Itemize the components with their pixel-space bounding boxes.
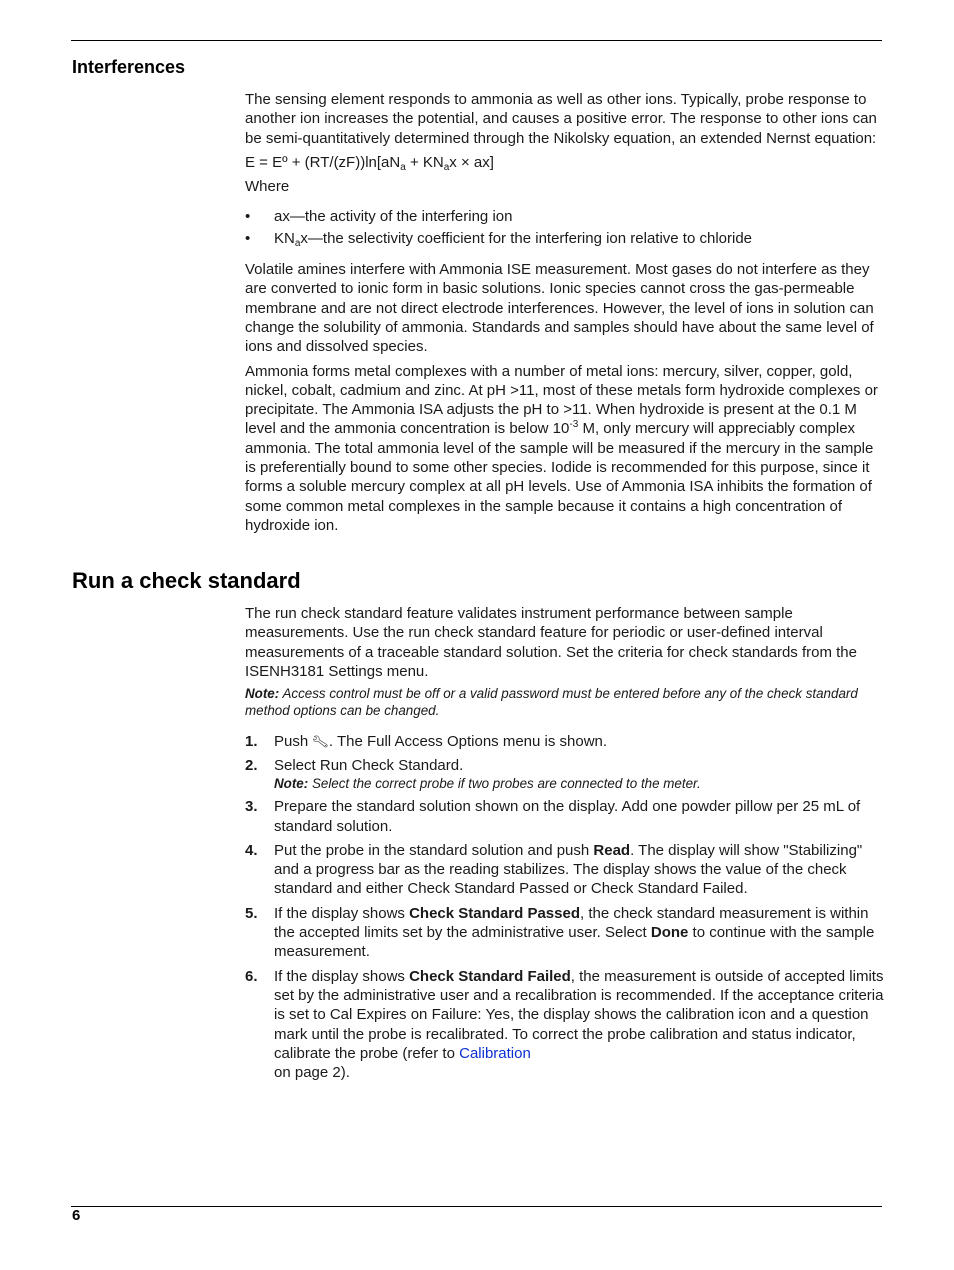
check-standard-intro: The run check standard feature validates instrument performance between sample measurements. Use the run check standard feature for periodic or user-defined interval measurements of a traceable standard solution. Set the criteria for check standards from the ISENH3181 Settings menu. — [245, 605, 857, 680]
procedure-steps — [245, 732, 885, 1082]
header-rule — [71, 40, 882, 41]
variable-list — [245, 207, 885, 248]
probe-note: Note: Select the correct probe if two probes are connected to the meter. — [274, 775, 701, 791]
volatile-amines-paragraph: Volatile amines interfere with Ammonia ISE measurement. Most gases do not interfere as they are converted to ionic form in basic solutions. Ionic species cannot cross the gas-permeable membrane and are not direct electrode interferences. However, the level of ions in solution can change the solubility of ammonia. Standards and samples should have about the same level of ions and dissolved species. — [245, 261, 874, 356]
check-standard-section — [245, 604, 885, 1087]
bullet-icon: • — [245, 208, 251, 226]
where-label: Where — [245, 178, 290, 196]
footer-rule — [71, 1206, 882, 1207]
list-item: • $KN_ax—the$ selectivity coefficient for the interfering ion relative to chloride — [245, 229, 753, 249]
step-item: 3. Prepare the standard solution shown on the display. Add one powder pillow per 25 mL of standard solution. — [245, 798, 861, 835]
wrench-icon: 🔧︎ — [311, 732, 331, 751]
interferences-heading: Interferences — [72, 57, 186, 77]
interferences-section — [245, 90, 885, 540]
page-number: 6 — [72, 1207, 81, 1224]
step-item: 5. If the display shows Check Standard Passed, the check standard measurement is within the accepted limits set by the administrative user. Select Done to continue with the sample measurement. — [245, 904, 875, 961]
access-note: Note: Access control must be off or a valid password must be entered before any of the check standard method options can be changed. — [245, 686, 858, 718]
interferences-intro: The sensing element responds to ammonia as well as other ions. Typically, probe response to another ion increases the potential, and causes a positive error. The response to other ions can be semi-quantitatively determined through the Nikolsky equation, an extended Nernst equation: — [245, 91, 877, 147]
step-item: 2. Select Run Check Standard. Note: Select the correct probe if two probes are connected to the meter. — [245, 756, 885, 792]
step-item: 1. Push 🔧︎. The Full Access Options menu is shown. — [245, 732, 885, 751]
metal-complexes-paragraph: Ammonia forms metal complexes with a number of metal ions: mercury, silver, copper, gold, nickel, cobalt, cadmium and zinc. At pH >11, most of these metals form hydroxide complexes or precipitate. The Ammonia ISA adjusts the pH to >11. When hydroxide is present at the 0.1 M level and the ammonia concentration is below $10^{-3}$ M, only mercury will appreciably complex ammonia. The total ammonia level of the sample will be measured if the mercury in the sample is preferentially bound to some other species. Iodide is recommended for this purpose, since it forms a soluble mercury complex at all pH levels. Use of Ammonia ISA inhibits the formation of some common metal complexes in the sample because it contains a high concentration of hydroxide ion. — [245, 362, 878, 534]
step-item: 6. If the display shows Check Standard Failed, the measurement is outside of accepted limits set by the administrative user and a recalibration is recommended. If the acceptance criteria is set to Cal Expires on Failure: Yes, the display shows the calibration icon and a question mark until the probe is recalibrated. To correct the probe calibration and status indicator, calibrate the probe (refer to Calibration on page 2). — [245, 967, 884, 1082]
nikolsky-equation: E = Eº + $(RT/(zF))\ln[aN_a + KN_ax \times ax]$ — [245, 153, 494, 173]
step-item: 4. Put the probe in the standard solution and push Read. The display will show "Stabilizing" and a progress bar as the reading stabilizes. The display shows the value of the check standard and either Check Standard Passed or Check Standard Failed. — [245, 841, 863, 898]
list-item: • ax—the activity of the interfering ion — [245, 208, 513, 226]
check-standard-heading: Run a check standard — [72, 568, 301, 593]
bullet-icon: • — [245, 229, 251, 247]
calibration-link[interactable]: Calibration — [459, 1044, 531, 1062]
